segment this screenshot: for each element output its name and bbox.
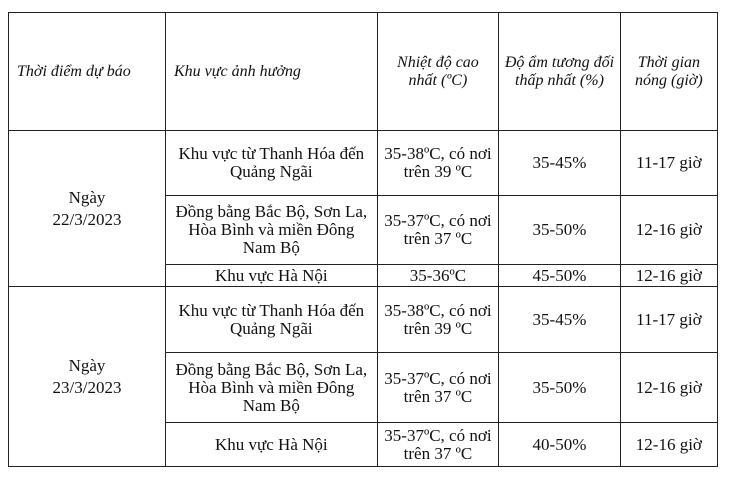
hours-cell: 11-17 giờ — [620, 131, 717, 196]
area-cell: Khu vực Hà Nội — [165, 265, 377, 287]
table-row — [9, 287, 718, 353]
forecast-date-cell — [9, 287, 166, 467]
area-cell: Khu vực từ Thanh Hóa đến Quảng Ngãi — [165, 131, 377, 196]
forecast-date-value: 22/3/2023 — [52, 209, 122, 229]
hours-cell: 12-16 giờ — [620, 196, 717, 265]
area-cell: Khu vực từ Thanh Hóa đến Quảng Ngãi — [165, 287, 377, 353]
humidity-cell: 35-50% — [499, 353, 621, 423]
humidity-cell: 35-45% — [499, 287, 621, 353]
header-min-humidity: Độ ẩm tương đối thấp nhất (%) — [499, 13, 621, 131]
forecast-date-value: 23/3/2023 — [52, 377, 122, 397]
temperature-cell: 35-37ºC, có nơi trên 37 ºC — [377, 353, 499, 423]
header-affected-area: Khu vực ảnh hưởng — [165, 13, 377, 131]
forecast-date-label: Ngày — [68, 187, 106, 207]
area-cell: Đồng bằng Bắc Bộ, Sơn La, Hòa Bình và miền Đông Nam Bộ — [165, 353, 377, 423]
forecast-date-label: Ngày — [68, 355, 106, 375]
humidity-cell: 35-50% — [499, 196, 621, 265]
humidity-cell: 40-50% — [499, 423, 621, 467]
hours-cell: 12-16 giờ — [620, 423, 717, 467]
area-cell: Đồng bằng Bắc Bộ, Sơn La, Hòa Bình và miền Đông Nam Bộ — [165, 196, 377, 265]
temperature-cell: 35-37ºC, có nơi trên 37 ºC — [377, 423, 499, 467]
header-hot-hours: Thời gian nóng (giờ) — [620, 13, 717, 131]
header-forecast-time: Thời điểm dự báo — [9, 13, 166, 131]
temperature-cell: 35-37ºC, có nơi trên 37 ºC — [377, 196, 499, 265]
forecast-date-cell — [9, 131, 166, 287]
temperature-cell: 35-38ºC, có nơi trên 39 ºC — [377, 131, 499, 196]
hours-cell: 11-17 giờ — [620, 287, 717, 353]
temperature-cell: 35-38ºC, có nơi trên 39 ºC — [377, 287, 499, 353]
header-row — [9, 13, 718, 131]
table-row — [9, 131, 718, 196]
area-cell: Khu vực Hà Nội — [165, 423, 377, 467]
humidity-cell: 35-45% — [499, 131, 621, 196]
hours-cell: 12-16 giờ — [620, 265, 717, 287]
humidity-cell: 45-50% — [499, 265, 621, 287]
temperature-cell: 35-36ºC — [377, 265, 499, 287]
hours-cell: 12-16 giờ — [620, 353, 717, 423]
forecast-table — [8, 12, 718, 467]
header-max-temperature: Nhiệt độ cao nhất (ºC) — [377, 13, 499, 131]
